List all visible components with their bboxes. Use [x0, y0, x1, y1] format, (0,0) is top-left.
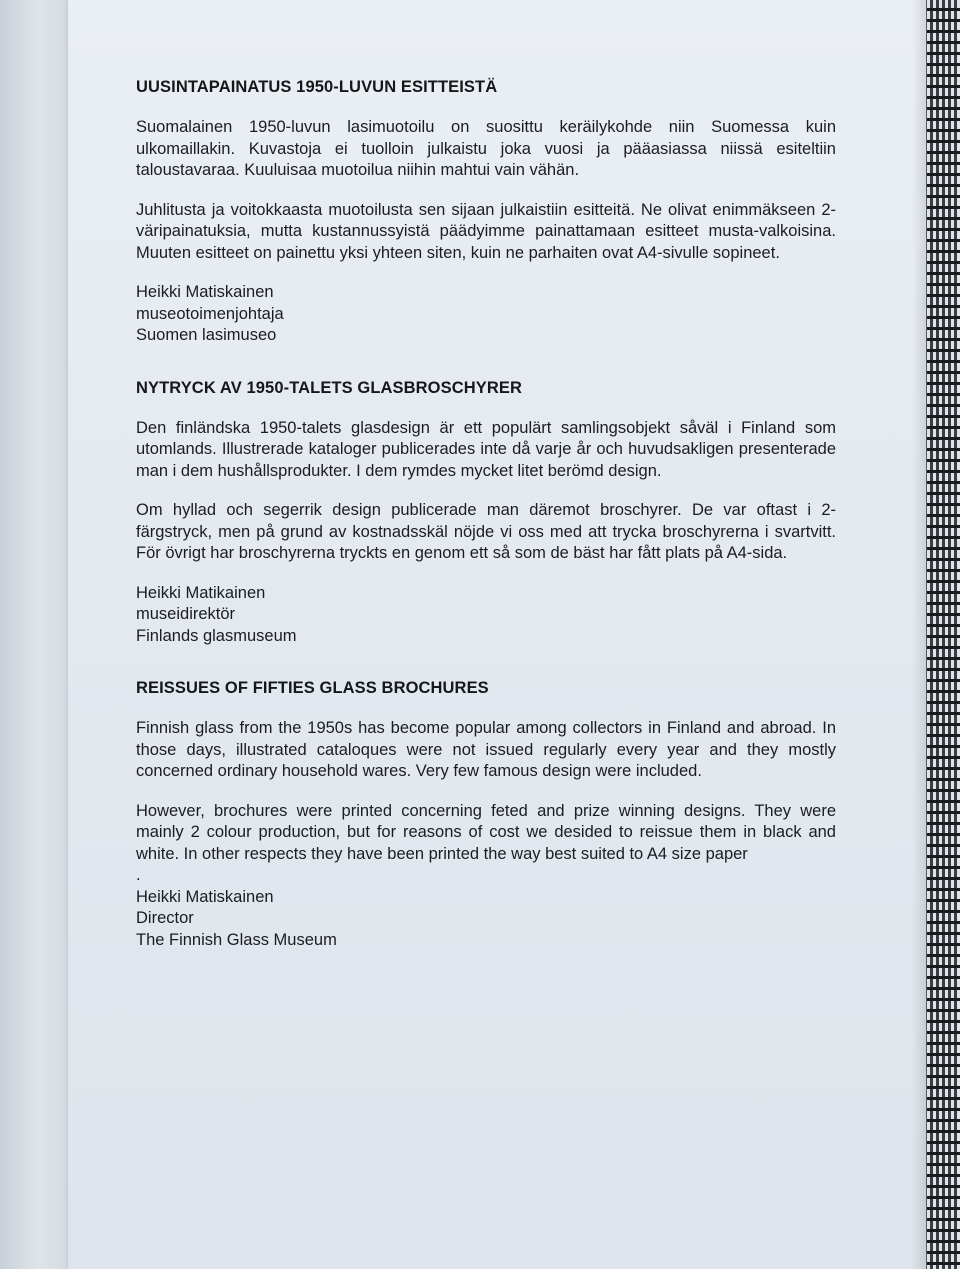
signature-title: museotoimenjohtaja — [136, 304, 284, 323]
signature-title: museidirektör — [136, 605, 236, 623]
paragraph-english-2: However, brochures were printed concerning feted and prize winning designs. They were mainly 2 colour production, but for reasons of cost we desided to reissue them in black and white. In other respects they have been printed the way best suited to A4 size paper — [136, 801, 836, 863]
signature-org: The Finnish Glass Museum — [136, 930, 337, 949]
signature-name: Heikki Matiskainen — [136, 283, 274, 301]
signature-swedish — [136, 583, 836, 648]
section-swedish — [136, 379, 836, 648]
trailing-period: . — [136, 866, 141, 884]
paragraph-swedish-1: Den finländska 1950-talets glasdesign är ett populärt samlingsobjekt såväl i Finland som utomlands. Illustrerade kataloger publicerades inte då varje år och huvudsakligen presenterade man i dem hushållsprodukter. I dem rymdes mycket litet berömd design. — [136, 418, 836, 480]
signature-finnish — [136, 282, 836, 347]
previous-page-edge — [0, 0, 71, 1269]
signature-org: Finlands glasmuseum — [136, 626, 297, 645]
paragraph-finnish-2: Juhlitusta ja voitokkaasta muotoilusta sen sijaan julkaistiin esitteitä. Ne olivat enimmäkseen 2-väripainatuksia, mutta kustannussyistä päädyimme painattamaan esitteet musta-valkoisina. Muuten esitteet on painettu yksi yhteen siten, kuin ne parhaiten ovat A4-sivulle sopineet. — [136, 200, 836, 262]
signature-title: Director — [136, 909, 194, 927]
signature-english — [136, 887, 836, 952]
paragraph-swedish-2: Om hyllad och segerrik design publicerade man däremot broschyrer. De var oftast i 2-färgstryck, men på grund av kostnadsskäl nöjde vi oss med att trycka broschyrerna i svartvitt. För övrigt har broschyrerna tryckts en genom ett så som de bäst har fått plats på A4-sida. — [136, 501, 836, 562]
signature-name: Heikki Matikainen — [136, 583, 266, 602]
heading-swedish: NYTRYCK AV 1950-TALETS GLASBROSCHYRER — [136, 378, 522, 397]
section-finnish — [136, 78, 836, 347]
spiral-binding — [926, 0, 960, 1269]
paragraph-finnish-1: Suomalainen 1950-luvun lasimuotoilu on suosittu keräilykohde niin Suomessa kuin ulkomaillakin. Kuvastoja ei tuolloin julkaistu joka vuosi ja pääasiassa niissä esiteltiin taloustavaraa. Kuuluisaa muotoilua niihin mahtui vain vähän. — [136, 118, 836, 179]
heading-finnish: UUSINTAPAINATUS 1950-LUVUN ESITTEISTÄ — [136, 78, 498, 96]
section-english — [136, 679, 836, 951]
heading-english: REISSUES OF FIFTIES GLASS BROCHURES — [136, 679, 489, 697]
document-content — [136, 60, 836, 951]
signature-org: Suomen lasimuseo — [136, 326, 277, 344]
paragraph-english-1: Finnish glass from the 1950s has become popular among collectors in Finland and abroad. In those days, illustrated cataloques were not issued regularly every year and they mostly concerned ordinary household wares. Very few famous design were included. — [136, 719, 836, 780]
signature-name: Heikki Matiskainen — [136, 887, 274, 906]
